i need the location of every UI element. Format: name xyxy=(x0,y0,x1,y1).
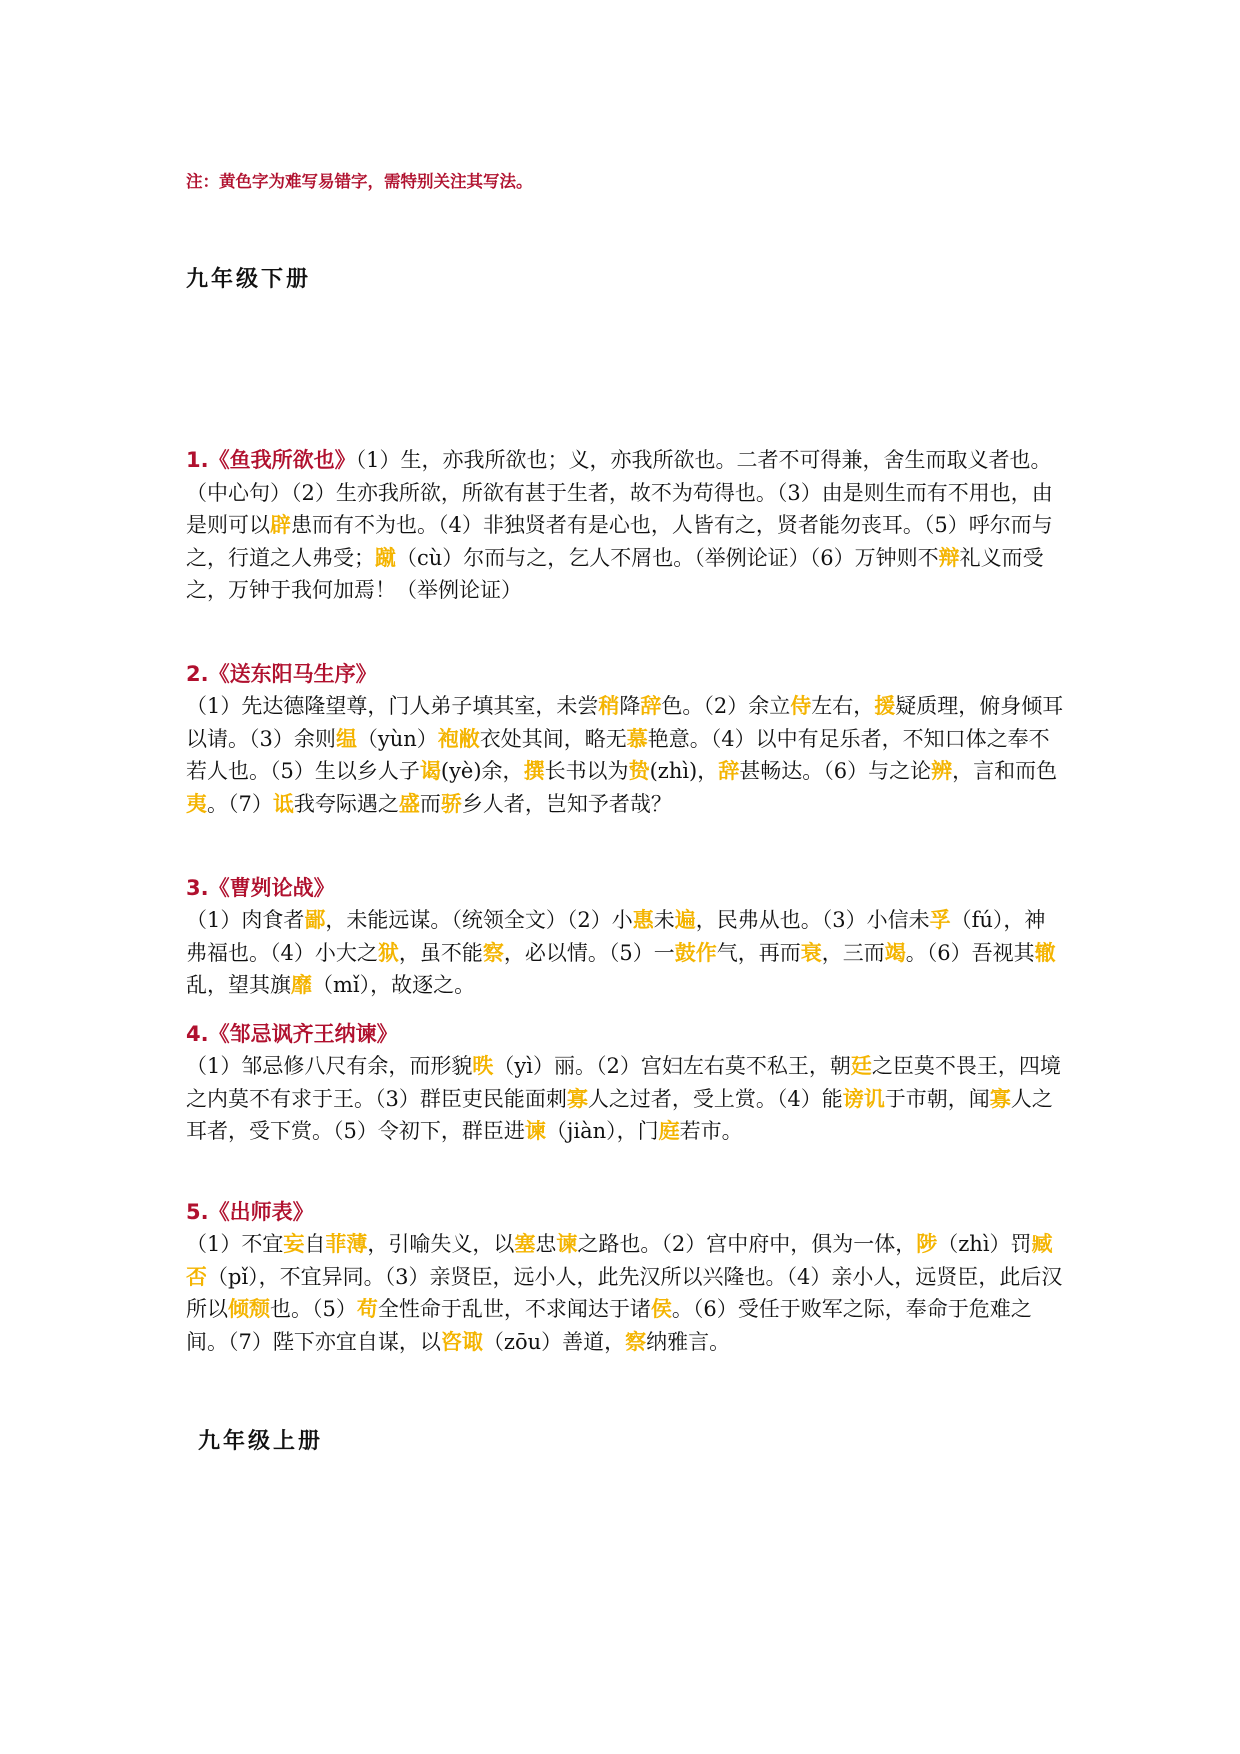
text-segment: (zhì)， xyxy=(649,759,719,783)
hard-character: 诋 xyxy=(272,791,294,816)
hard-character: 慕 xyxy=(626,726,648,751)
hard-character: 辙 xyxy=(1034,940,1056,965)
hard-character: 昳 xyxy=(472,1054,494,1078)
text-segment: （pǐ），不宜异同。（3）亲贤臣，远小人，此先汉所以兴隆也。（4）亲小人，远贤臣，此后汉所以 xyxy=(186,1264,1063,1321)
hard-character: 盛 xyxy=(398,791,420,816)
text-segment: 而 xyxy=(419,791,441,816)
hard-character: 袍敝 xyxy=(437,726,480,751)
hard-character: 菲薄 xyxy=(325,1232,368,1256)
hard-character: 缊 xyxy=(335,726,357,751)
hard-character: 倾颓 xyxy=(228,1297,270,1321)
hard-character: 廷 xyxy=(850,1054,872,1078)
text-segment: 。（6）受任于败军之际，奉命于危难之间。（7）陛下亦宜自谋，以 xyxy=(186,1297,1032,1354)
hard-character: 贽 xyxy=(628,759,650,783)
text-segment: （cù）尔而与之，乞人不屑也。（举例论证）（6）万钟则不 xyxy=(396,545,939,570)
text-segment: ，虽不能 xyxy=(398,940,483,965)
text-segment: 艳意。（4）以中有足乐者，不知口体之奉不若人也。（5）生以乡人子 xyxy=(186,726,1050,783)
hard-character: 寡 xyxy=(566,1086,588,1111)
text-segment: 纳雅言。 xyxy=(646,1329,731,1354)
grade-heading-upper: 九年级上册 xyxy=(198,1429,324,1454)
text-segment: ，言和而色 xyxy=(952,759,1058,783)
text-segment: 疑质理，俯身倾耳以请。（3）余则 xyxy=(186,694,1064,751)
hard-character: 衰 xyxy=(800,940,822,965)
text-segment: 全性命于乱世，不求闻达于诸 xyxy=(377,1297,651,1321)
text-segment: 长书以为 xyxy=(544,759,629,783)
hard-character: 侍 xyxy=(790,694,812,718)
text-segment: (yè)余， xyxy=(440,759,524,783)
text-segment: 气，再而 xyxy=(716,940,801,965)
hard-character: 狱 xyxy=(377,940,399,965)
hard-character: 辟 xyxy=(270,513,291,537)
hard-character: 谤讥 xyxy=(842,1086,885,1111)
text-segment: （mǐ），故逐之。 xyxy=(312,973,476,997)
hard-character: 寡 xyxy=(989,1086,1011,1111)
text-segment: 甚畅达。（6）与之论 xyxy=(739,759,932,783)
text-segment: 患而有不为也。（4）非独贤者有是心也，人皆有之，贤者能勿丧耳。（5）呼尔而与之，行道之人弗受； xyxy=(186,513,1053,570)
text-segment: 降 xyxy=(619,694,641,718)
hard-character: 庭 xyxy=(658,1119,680,1143)
text-segment: （1）肉食者 xyxy=(186,908,305,932)
text-segment: （yì）丽。（2）宫妇左右莫不私王，朝 xyxy=(493,1054,851,1078)
text-segment: （fú），神弗福也。（4）小大之 xyxy=(186,908,1046,965)
text-segment: 我夸际遇之 xyxy=(293,791,399,816)
hard-character: 蹴 xyxy=(375,545,396,570)
text-segment: ，引喻失义，以 xyxy=(367,1232,515,1256)
hard-character: 谏 xyxy=(524,1119,546,1143)
lesson-title: 2.《送东阳马生序》 xyxy=(186,662,377,686)
hard-character: 妄 xyxy=(283,1232,305,1256)
lesson-1 xyxy=(186,444,1066,607)
hard-character: 靡 xyxy=(291,973,312,997)
text-segment: 自 xyxy=(304,1232,326,1256)
text-segment: ，三而 xyxy=(821,940,885,965)
text-segment: 之路也。（2）宫中府中，俱为一体， xyxy=(577,1232,917,1256)
grade-heading-lower: 九年级下册 xyxy=(186,267,312,292)
hard-character: 咨诹 xyxy=(440,1329,483,1354)
hard-character: 侯 xyxy=(650,1297,672,1321)
text-segment: 礼义而受之，万钟于我何加焉！（举例论证） xyxy=(186,545,1044,602)
text-segment: （jiàn），门 xyxy=(545,1119,659,1143)
hard-character: 竭 xyxy=(884,940,906,965)
hard-character: 鄙 xyxy=(304,908,326,932)
text-segment: 左右， xyxy=(811,694,875,718)
text-segment: 也。（5） xyxy=(270,1297,357,1321)
text-segment: 忠 xyxy=(535,1232,557,1256)
lesson-body xyxy=(186,1050,1066,1148)
lesson-5 xyxy=(186,1196,1066,1358)
hard-character: 骄 xyxy=(440,791,462,816)
text-segment: 色。（2）余立 xyxy=(661,694,791,718)
hard-character: 塞 xyxy=(514,1232,536,1256)
hard-character: 辞 xyxy=(640,694,662,718)
hard-character: 察 xyxy=(625,1329,647,1354)
lesson-3 xyxy=(186,872,1066,1002)
hard-character: 陟 xyxy=(916,1232,938,1256)
hard-character: 惠 xyxy=(632,908,654,932)
text-segment: （zhì）罚 xyxy=(937,1232,1032,1256)
lesson-body xyxy=(186,904,1066,1002)
text-segment: 人之过者，受上赏。（4）能 xyxy=(587,1086,843,1111)
hard-character: 鼓作 xyxy=(674,940,717,965)
lesson-title: 4.《邹忌讽齐王纳谏》 xyxy=(186,1022,398,1046)
hard-character: 察 xyxy=(482,940,504,965)
hard-character: 辨 xyxy=(931,759,953,783)
lesson-title: 1.《鱼我所欲也》 xyxy=(186,448,356,472)
text-segment: 人之耳者，受下赏。（5）令初下，群臣进 xyxy=(186,1086,1053,1143)
hard-character: 撰 xyxy=(523,759,545,783)
text-segment: （1）不宜 xyxy=(186,1232,284,1256)
hard-character: 臧否 xyxy=(186,1232,1053,1289)
hard-character: 苟 xyxy=(356,1297,378,1321)
lesson-4 xyxy=(186,1018,1066,1148)
text-segment: 未 xyxy=(653,908,675,932)
text-segment: ，未能远谋。（统领全文）（2）小 xyxy=(325,908,633,932)
text-segment: 。（6）吾视其 xyxy=(905,940,1035,965)
text-segment: 若市。 xyxy=(679,1119,743,1143)
text-segment: 衣处其间，略无 xyxy=(479,726,627,751)
text-segment: （yùn） xyxy=(356,726,438,751)
text-segment: ，必以情。（5）一 xyxy=(503,940,675,965)
text-segment: 。（7） xyxy=(207,791,273,816)
text-segment: （1）生，亦我所欲也；义，亦我所欲也。二者不可得兼，舍生而取义者也。（中心句）（2）生亦我所欲，所欲有甚于生者，故不为苟得也。（3）由是则生而有不用也，由是则可以 xyxy=(186,448,1053,537)
hard-character: 谏 xyxy=(556,1232,578,1256)
text-segment: （1）先达德隆望尊，门人弟子填其室，未尝 xyxy=(186,694,599,718)
hard-character: 稍 xyxy=(598,694,620,718)
text-segment: 之臣莫不畏王，四境之内莫不有求于王。（3）群臣吏民能面刺 xyxy=(186,1054,1061,1111)
lesson-body xyxy=(186,1228,1066,1358)
text-segment: 于市朝，闻 xyxy=(884,1086,990,1111)
lesson-body xyxy=(186,690,1066,820)
hard-character: 辞 xyxy=(718,759,740,783)
hard-character: 孚 xyxy=(929,908,951,932)
hard-character: 辩 xyxy=(938,545,960,570)
hard-character: 援 xyxy=(874,694,896,718)
text-segment: ，民弗从也。（3）小信未 xyxy=(695,908,930,932)
text-segment: 乱，望其旗 xyxy=(186,973,291,997)
lesson-2 xyxy=(186,658,1066,820)
hard-character: 夷 xyxy=(186,791,207,816)
hard-character: 谒 xyxy=(419,759,441,783)
text-segment: （zōu）善道， xyxy=(482,1329,626,1354)
text-segment: （1）邹忌修八尺有余，而形貌 xyxy=(186,1054,473,1078)
note-text: 注：黄色字为难写易错字，需特别关注其写法。 xyxy=(186,172,533,191)
hard-character: 遍 xyxy=(674,908,696,932)
text-segment: 乡人者，岂知予者哉？ xyxy=(461,791,672,816)
lesson-title: 3.《曹刿论战》 xyxy=(186,876,335,900)
lesson-title: 5.《出师表》 xyxy=(186,1200,314,1224)
